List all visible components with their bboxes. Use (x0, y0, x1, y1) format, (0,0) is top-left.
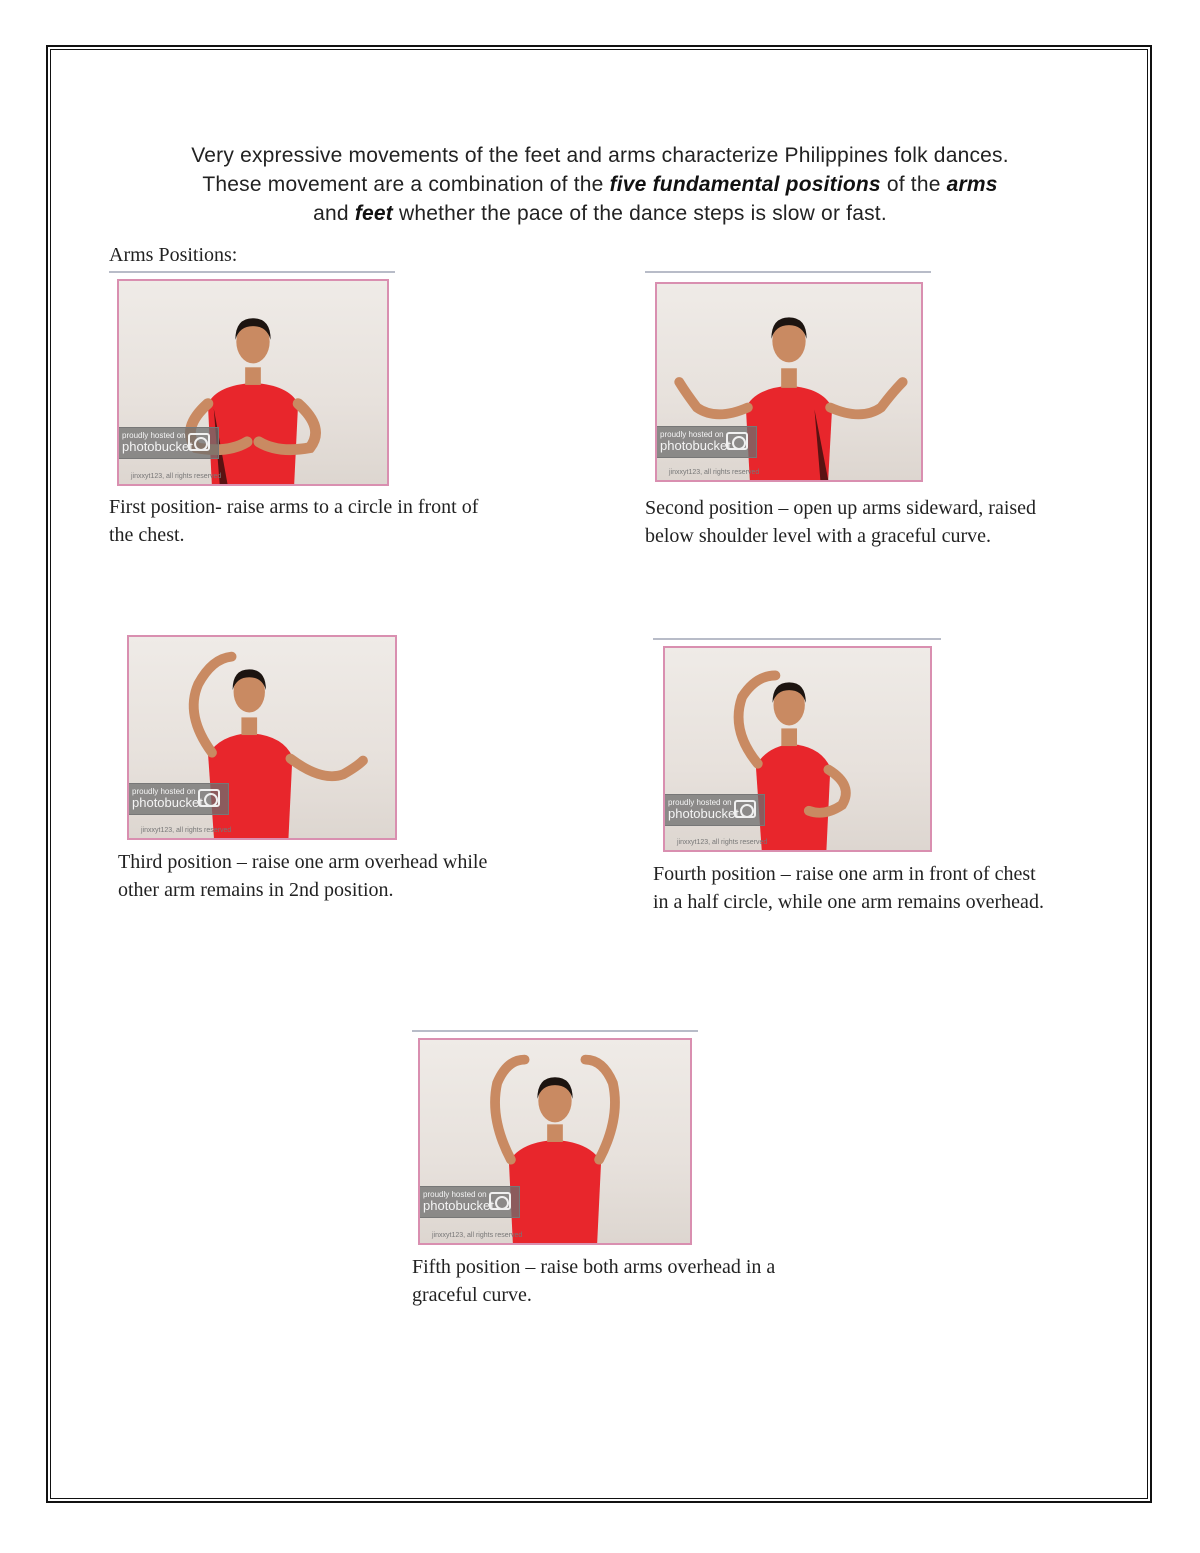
photo-credit: jinxxyt123, all rights reserved (669, 469, 760, 476)
caption-line: Fifth position – raise both arms overhead in a (412, 1256, 776, 1278)
fourth-position-caption (653, 860, 1044, 916)
camera-icon (188, 433, 210, 451)
camera-icon (726, 432, 748, 450)
watermark-text: proudly hosted on (668, 798, 732, 807)
intro-emphasis: feet (354, 202, 393, 225)
photo-credit: jinxxyt123, all rights reserved (677, 839, 768, 846)
watermark-brand: photobucket (122, 439, 193, 454)
intro-text: These movement are a combination of the (202, 173, 610, 196)
divider (109, 271, 395, 273)
caption-line: First position- raise arms to a circle in front of (109, 496, 479, 518)
caption-line: other arm remains in 2nd position. (118, 879, 394, 901)
watermark-text: proudly hosted on (423, 1190, 487, 1199)
third-position-caption (118, 848, 487, 904)
caption-line: Third position – raise one arm overhead while (118, 851, 488, 873)
watermark-text: proudly hosted on (660, 430, 724, 439)
fifth-position-caption (412, 1253, 775, 1309)
watermark (655, 426, 757, 458)
caption-line: graceful curve. (412, 1284, 532, 1306)
intro-emphasis: five fundamental positions (609, 173, 881, 196)
watermark (117, 427, 219, 459)
caption-line: Fourth position – raise one arm in front of chest (653, 863, 1036, 885)
camera-icon (489, 1192, 511, 1210)
watermark-brand: photobucket (423, 1198, 494, 1213)
first-position-caption (109, 493, 478, 549)
watermark (127, 783, 229, 815)
caption-line: in a half circle, while one arm remains overhead. (653, 891, 1044, 913)
caption-line: the chest. (109, 524, 185, 546)
divider (412, 1030, 698, 1032)
second-position-photo (655, 282, 923, 482)
caption-line: Second position – open up arms sideward, raised (645, 497, 1037, 519)
intro-text: of the (880, 173, 947, 196)
photo-credit: jinxxyt123, all rights reserved (432, 1232, 523, 1239)
watermark-brand: photobucket (660, 438, 731, 453)
second-position-caption (645, 494, 1036, 550)
camera-icon (734, 800, 756, 818)
divider (653, 638, 941, 640)
intro-emphasis: arms (946, 173, 998, 196)
intro-text: whether the pace of the dance steps is slow or fast. (392, 202, 887, 225)
section-heading: Arms Positions: (109, 244, 238, 266)
intro-text: and (313, 202, 355, 225)
divider (645, 271, 931, 273)
watermark (663, 794, 765, 826)
watermark-brand: photobucket (668, 806, 739, 821)
first-position-photo (117, 279, 389, 486)
fourth-position-photo (663, 646, 932, 852)
camera-icon (198, 789, 220, 807)
watermark-text: proudly hosted on (132, 787, 196, 796)
photo-credit: jinxxyt123, all rights reserved (141, 827, 232, 834)
watermark-brand: photobucket (132, 795, 203, 810)
intro-line-1: Very expressive movements of the feet and arms characterize Philippines folk dances. (191, 144, 1009, 167)
watermark (418, 1186, 520, 1218)
watermark-text: proudly hosted on (122, 431, 186, 440)
fifth-position-photo (418, 1038, 692, 1245)
intro-paragraph (100, 141, 1100, 228)
caption-line: below shoulder level with a graceful curve. (645, 525, 991, 547)
photo-credit: jinxxyt123, all rights reserved (131, 473, 222, 480)
third-position-photo (127, 635, 397, 840)
